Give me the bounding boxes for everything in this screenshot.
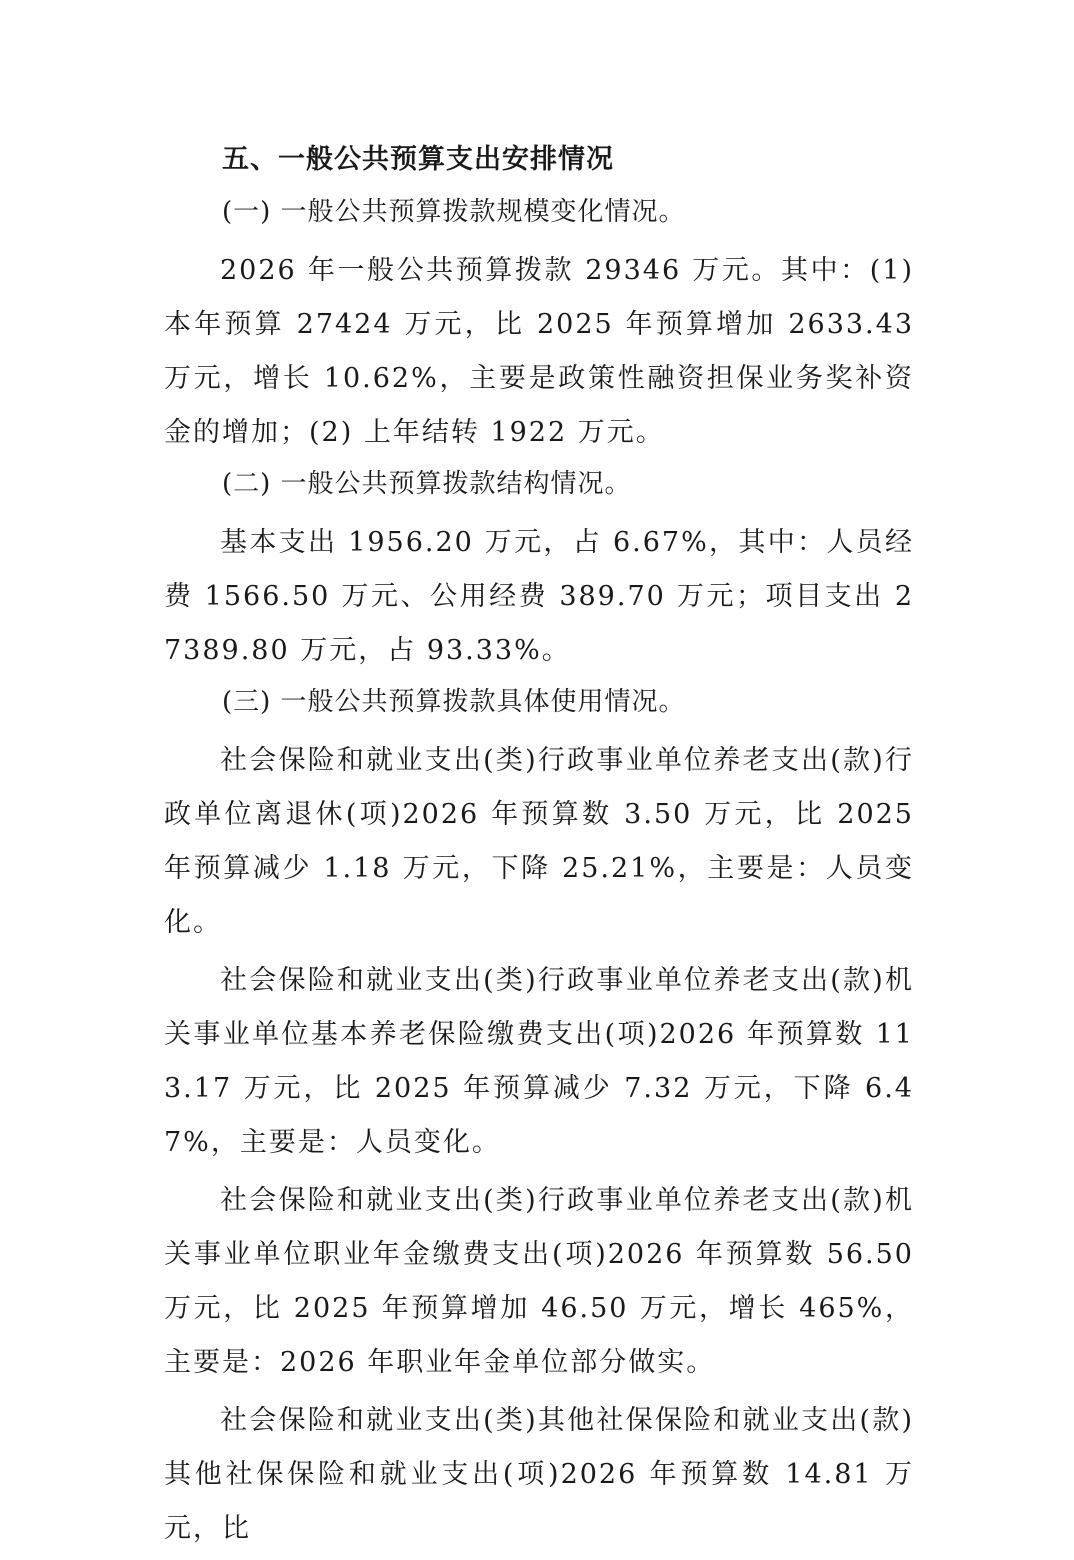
paragraph: 社会保险和就业支出(类)行政事业单位养老支出(款)机关事业单位职业年金缴费支出(项)2026 年预算数 56.50 万元，比 2025 年预算增加 46.50 万元，增长 465%，主要是：2026 年职业年金单位部分做实。 — [164, 1185, 914, 1378]
section-heading: 五、一般公共预算支出安排情况 — [222, 144, 614, 175]
subsection-title: (一) 一般公共预算拨款规模变化情况。 — [222, 197, 686, 227]
paragraph: 基本支出 1956.20 万元，占 6.67%，其中：人员经费 1566.50 万元、公用经费 389.70 万元；项目支出 27389.80 万元，占 93.33%。 — [164, 527, 914, 666]
paragraph: 社会保险和就业支出(类)行政事业单位养老支出(款)机关事业单位基本养老保险缴费支出(项)2026 年预算数 113.17 万元，比 2025 年预算减少 7.32 万元，下降 6.47%，主要是：人员变化。 — [164, 965, 914, 1158]
subsection-scale — [164, 192, 914, 460]
subsection-title: (三) 一般公共预算拨款具体使用情况。 — [222, 687, 686, 717]
paragraph: 2026 年一般公共预算拨款 29346 万元。其中：(1) 本年预算 27424 万元，比 2025 年预算增加 2633.43 万元，增长 10.62%，主要是政策性融资担保业务奖补资金的增加；(2) 上年结转 1922 万元。 — [164, 255, 914, 448]
paragraph: 社会保险和就业支出(类)行政事业单位养老支出(款)行政单位离退休(项)2026 年预算数 3.50 万元，比 2025 年预算减少 1.18 万元，下降 25.21%，主要是：人员变化。 — [164, 745, 914, 938]
paragraph: 社会保险和就业支出(类)其他社保保险和就业支出(款)其他社保保险和就业支出(项)2026 年预算数 14.81 万元，比 — [164, 1405, 914, 1544]
subsection-usage — [164, 682, 914, 1556]
document-page — [164, 140, 914, 1560]
subsection-title: (二) 一般公共预算拨款结构情况。 — [222, 469, 632, 499]
subsection-structure — [164, 464, 914, 678]
